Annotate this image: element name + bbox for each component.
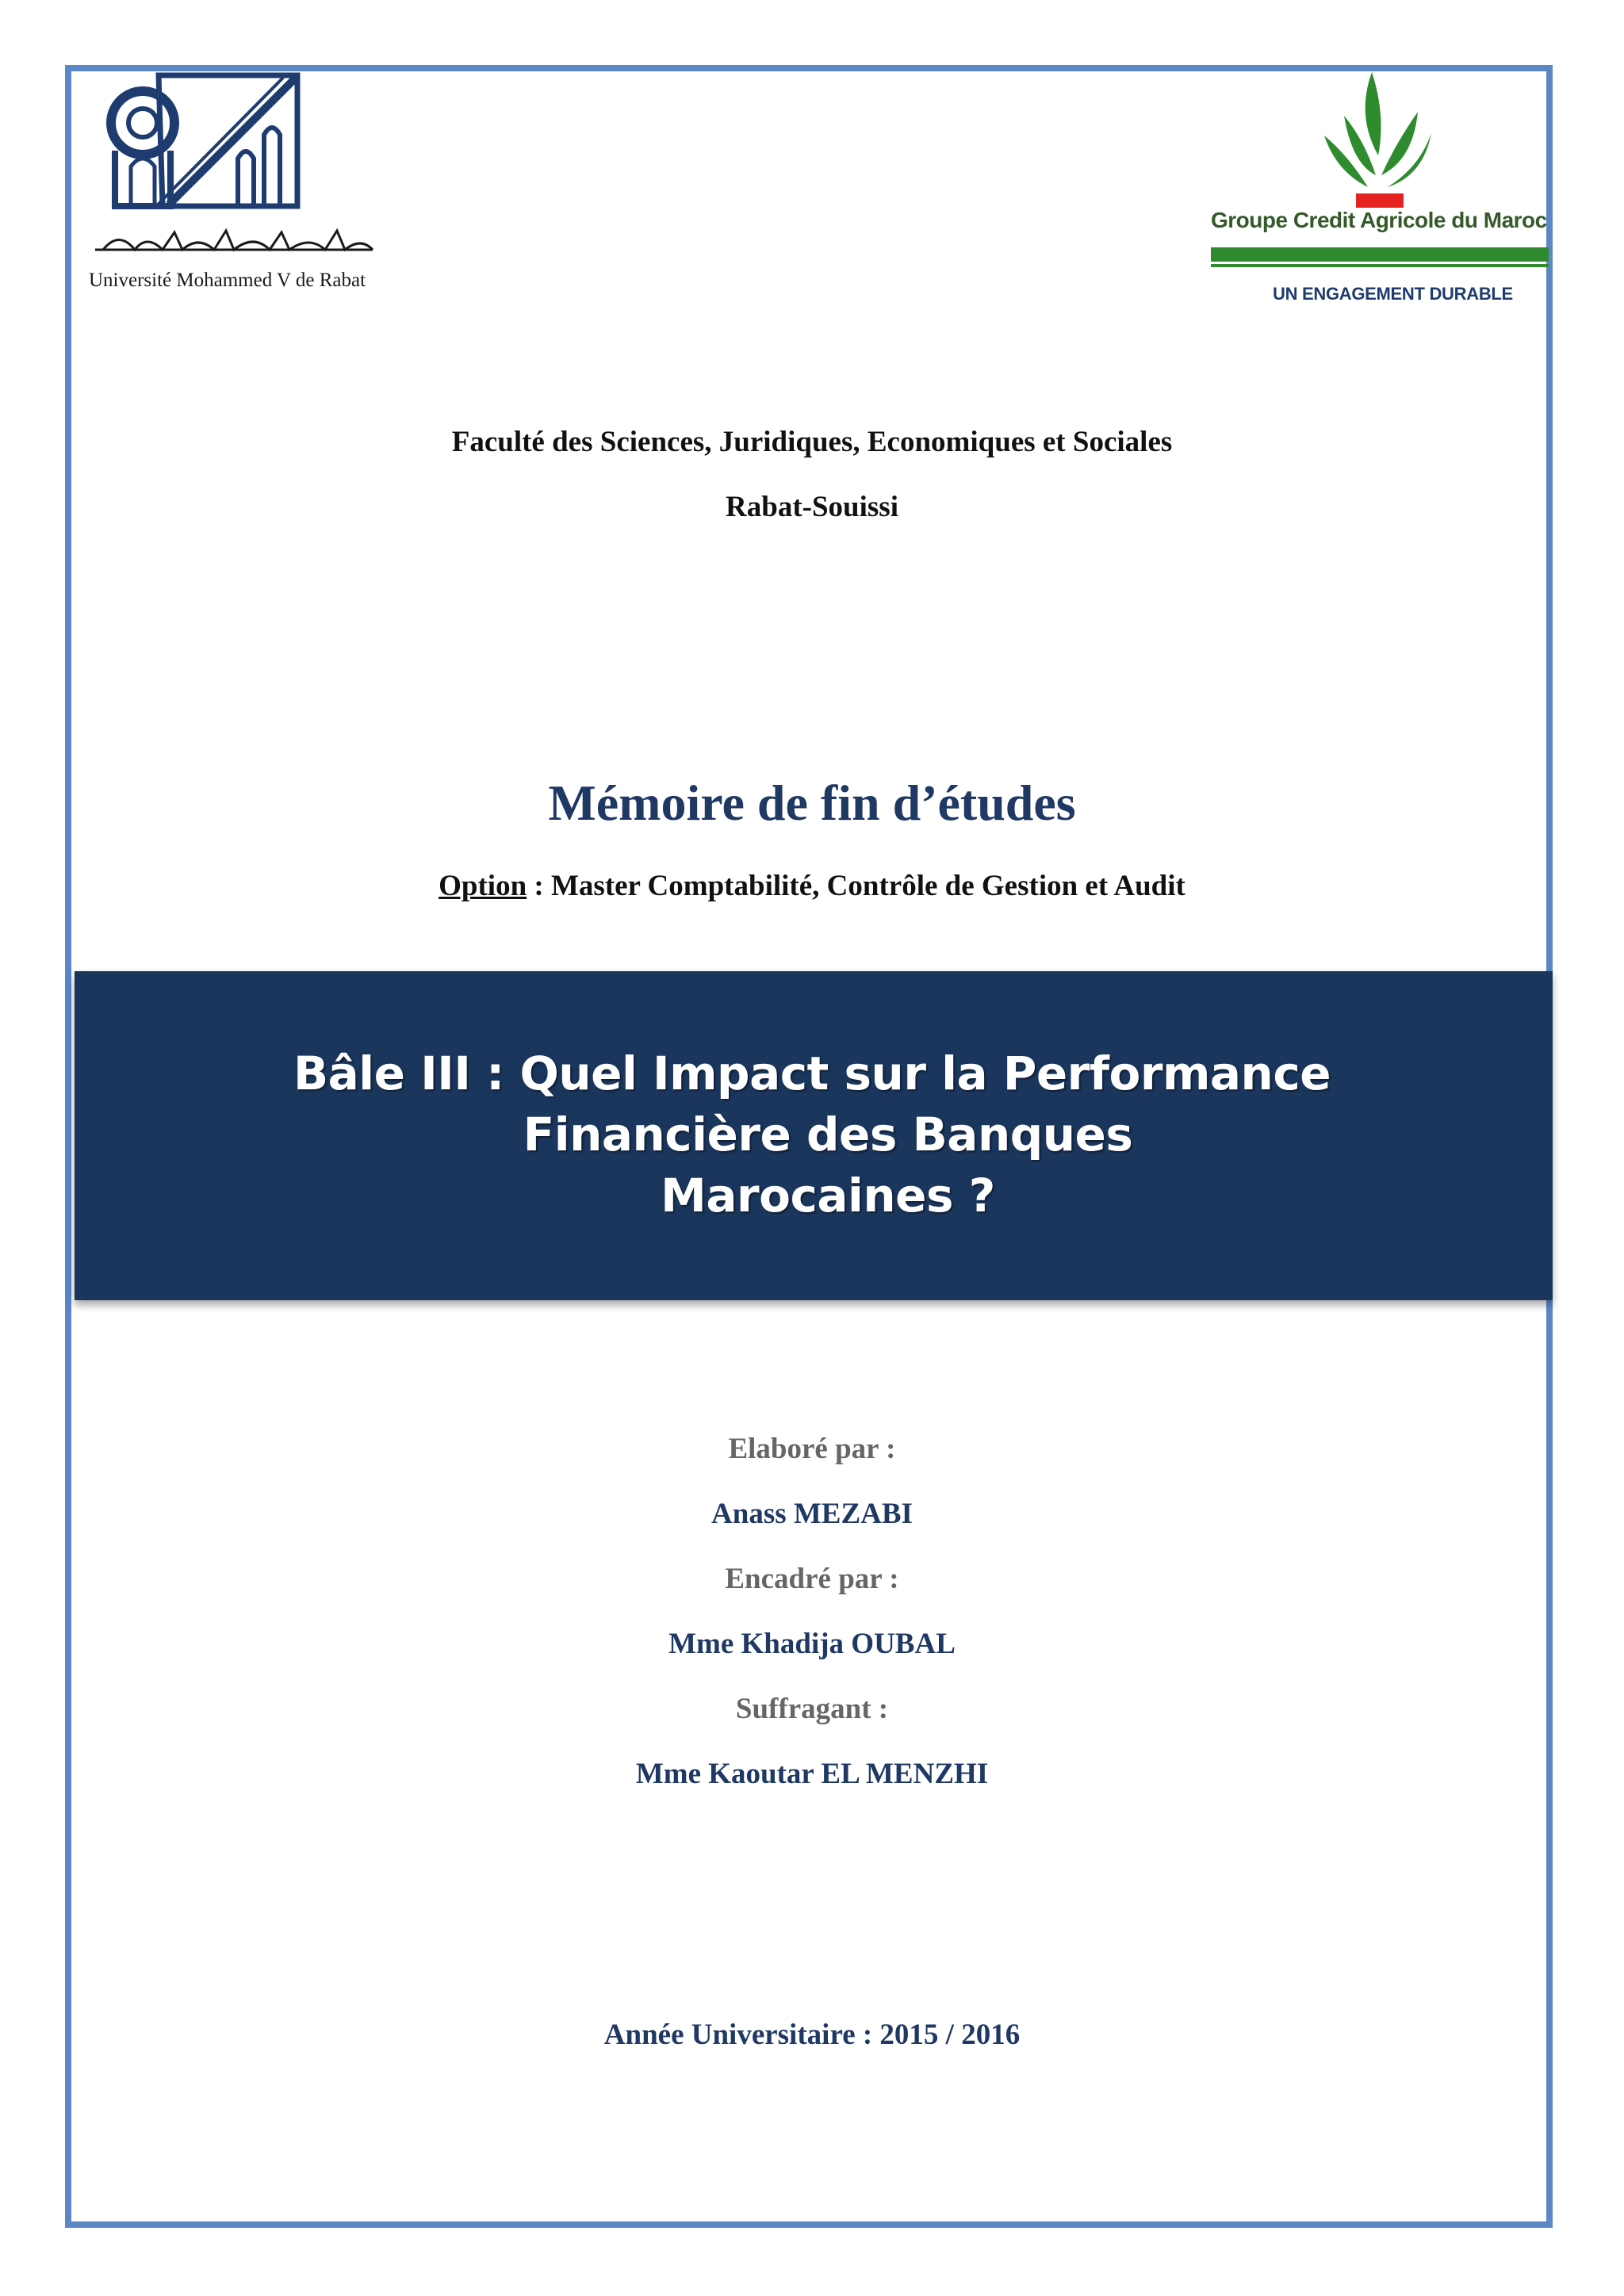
bank-logo-bar: [1211, 247, 1549, 262]
credit-agricole-plant-icon: [1205, 68, 1554, 314]
faculty-name: Faculté des Sciences, Juridiques, Economiques et Sociales: [451, 426, 1173, 458]
option-line: [0, 869, 1624, 903]
document-type: Mémoire de fin d’études: [548, 775, 1076, 831]
title-line-3: Marocaines ?: [661, 1169, 995, 1223]
examiner-name: Mme Kaoutar EL MENZHI: [635, 1758, 989, 1790]
bank-tagline: UN ENGAGEMENT DURABLE: [1273, 284, 1513, 304]
option-label: Option: [439, 870, 527, 902]
title-line-2: Financière des Banques: [523, 1108, 1133, 1161]
faculty-city: Rabat-Souissi: [726, 491, 898, 523]
option-value: : Master Comptabilité, Contrôle de Gestion et Audit: [527, 870, 1185, 902]
bank-name: Groupe Credit Agricole du Maroc: [1211, 208, 1547, 232]
bank-logo-bar-thin: [1211, 264, 1549, 267]
author-name: Anass MEZABI: [711, 1498, 913, 1530]
supervisor-label: Encadré par :: [725, 1563, 899, 1595]
university-emblem-icon: [83, 71, 385, 301]
university-arabic-wordmark: [87, 226, 381, 258]
title-line-1: Bâle III : Quel Impact sur la Performance: [293, 1047, 1331, 1100]
university-latin-name: Université Mohammed V de Rabat: [89, 270, 366, 291]
supervisor-name: Mme Khadija OUBAL: [668, 1628, 956, 1660]
academic-year: Année Universitaire : 2015 / 2016: [603, 2019, 1021, 2051]
examiner-label: Suffragant :: [735, 1693, 889, 1725]
author-label: Elaboré par :: [728, 1433, 896, 1465]
